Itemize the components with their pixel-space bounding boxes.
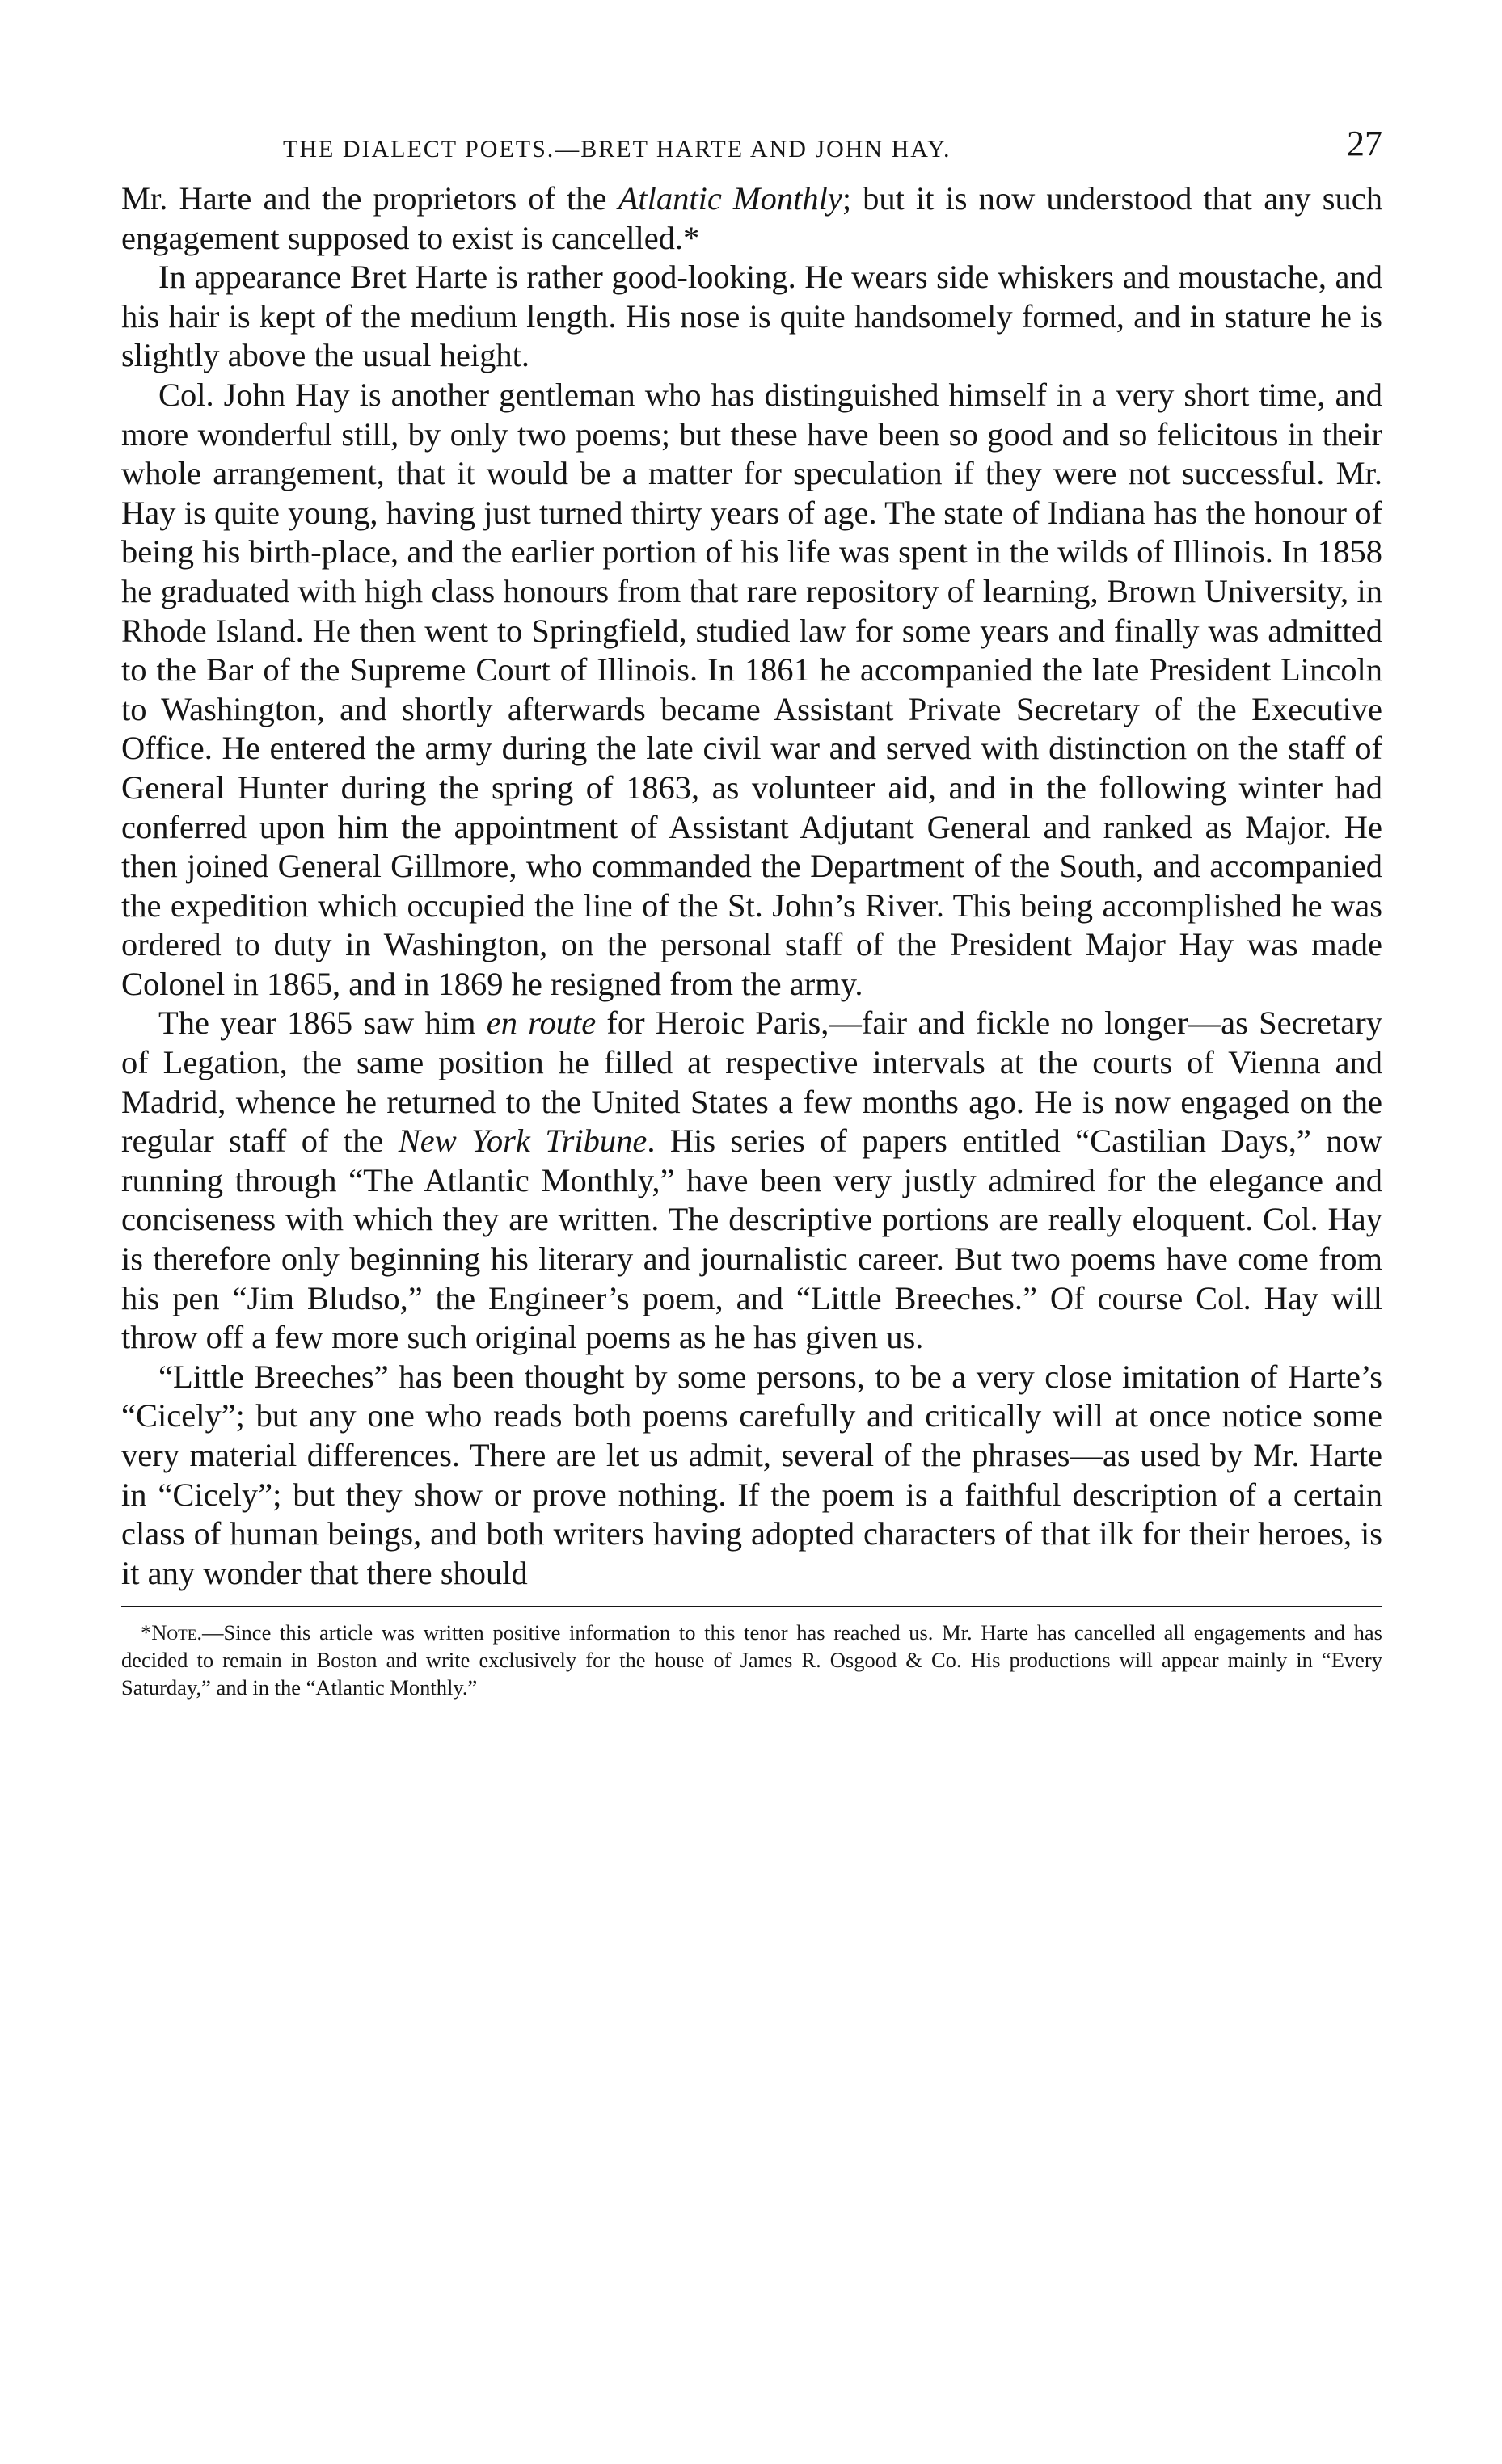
- book-page: [121, 121, 1382, 1701]
- text-run: Mr. Harte and the proprietors of the: [121, 180, 618, 217]
- text-run: The year 1865 saw him: [158, 1005, 487, 1042]
- paragraph-john-hay-biography: Col. John Hay is another gentleman who has distinguished himself in a very short time, and more wonderful still, by only two poems; but these have been so good and so felicitous in their whole arrangement, that it would be a matter for speculation if they were not successful. Mr. Hay is quite young, having just turned thirty years of age. The state of Indiana has the honour of being his birth-place, and the earlier portion of his life was spent in the wilds of Illinois. In 1858 he graduated with high class honours from that rare repository of learning, Brown University, in Rhode Island. He then went to Springfield, studied law for some years and finally was admitted to the Bar of the Supreme Court of Illinois. In 1861 he accompanied the late President Lincoln to Washington, and shortly afterwards became Assistant Private Secretary of the Executive Office. He entered the army during the late civil war and served with distinction on the staff of General Hunter during the spring of 1863, as volunteer aid, and in the following winter had conferred upon him the appointment of Assistant Adjutant General and ranked as Major. He then joined General Gillmore, who commanded the Department of the South, and accompanied the expedition which occupied the line of the St. John’s River. This being accomplished he was ordered to duty in Washington, on the personal staff of the President Major Hay was made Colonel in 1865, and in 1869 he resigned from the army.: [121, 376, 1382, 1002]
- page-number: 27: [1347, 124, 1382, 163]
- page-header: [121, 121, 1382, 173]
- text-run: . His series of papers entitled “Castilian Days,” now running through “The Atlantic Monthly,” have been very justly admired for the elegance and conciseness with which they are written. The descriptive portions are really eloquent. Col. Hay is therefore only beginning his literary and journalistic career. But two poems have come from his pen “Jim Bludso,” the Engineer’s poem, and “Little Breeches.” Of course Col. Hay will throw off a few more such original poems as he has given us.: [121, 1122, 1383, 1356]
- text-run: ; but it is now understood that any such engagement supposed to exist is cancelled.*: [121, 180, 1382, 256]
- footnote-label: *Note.: [141, 1620, 202, 1645]
- footnote-text: —Since this article was written positive information to this tenor has reached us. Mr. Harte has cancelled all engagements and has decided to remain in Boston and write exclusively for the house of James R. Osgood & Co. His productions will appear mainly in “Every Saturday,” and in the “Atlantic Monthly.”: [121, 1620, 1382, 1700]
- italic-title: Atlantic Monthly: [618, 180, 842, 217]
- paragraph-little-breeches: “Little Breeches” has been thought by some persons, to be a very close imitation of Harte’s “Cicely”; but any one who reads both poems carefully and critically will at once notice some very material differences. There are let us admit, several of the phrases—as used by Mr. Harte in “Cicely”; but they show or prove nothing. If the poem is a faithful description of a certain class of human beings, and both writers having adopted characters of that ilk for their heroes, is it any wonder that there should: [121, 1358, 1382, 1591]
- text-run: for Heroic Paris,—fair and fickle no longer—as Secretary of Legation, the same position he filled at respective intervals at the courts of Vienna and Madrid, whence he returned to the United States a few months ago. He is now engaged on the regular staff of the: [121, 1005, 1382, 1160]
- italic-phrase: en route: [486, 1005, 597, 1042]
- footnote-rule: [121, 1606, 1382, 1607]
- running-head: THE DIALECT POETS.—BRET HARTE AND JOHN HAY.: [283, 136, 951, 162]
- paragraph-paris-career: [121, 1004, 1382, 1357]
- italic-title: New York Tribune: [398, 1122, 648, 1160]
- footnote: [121, 1619, 1382, 1701]
- paragraph-appearance: In appearance Bret Harte is rather good-looking. He wears side whiskers and moustache, and his hair is kept of the medium length. His nose is quite handsomely formed, and in stature he is slightly above the usual height.: [121, 259, 1382, 374]
- paragraph-continuation: [121, 179, 1382, 258]
- body-text: [121, 179, 1382, 1593]
